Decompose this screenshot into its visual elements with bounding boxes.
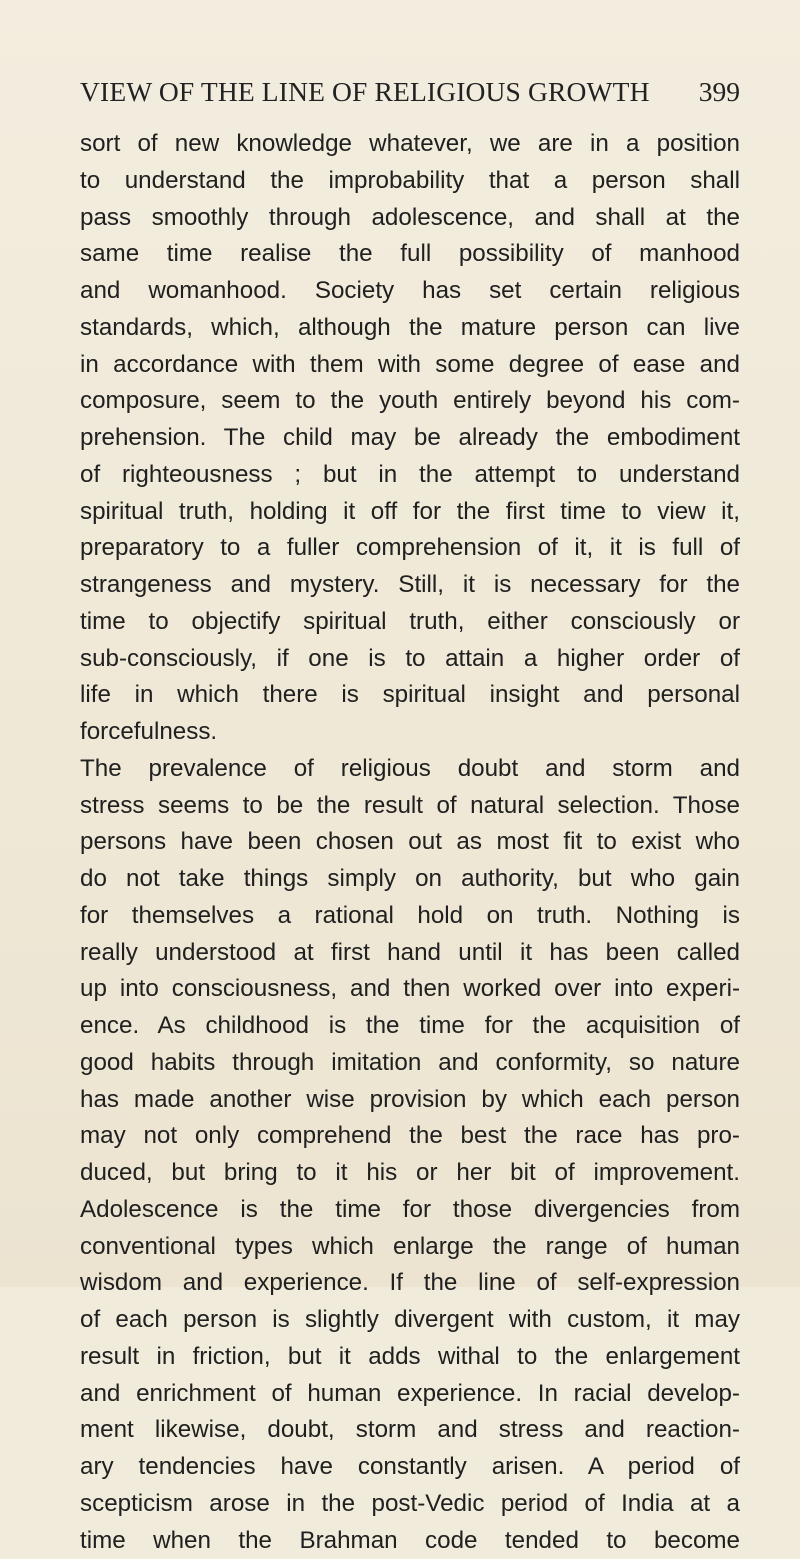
text-line: in accordance with them with some degree of ease and [80,347,740,384]
text-line: ence. As childhood is the time for the acquisition of [80,1008,740,1045]
text-line: do not take things simply on authority, but who gain [80,861,740,898]
paragraph-start-line: The prevalence of religious doubt and storm and [80,751,740,788]
text-line: standards, which, although the mature person can live [80,310,740,347]
text-line: of righteousness ; but in the attempt to understand [80,457,740,494]
text-line: ary tendencies have constantly arisen. A period of [80,1449,740,1486]
text-line: time when the Brahman code tended to become [80,1523,740,1559]
page-header [80,76,740,120]
text-line: to understand the improbability that a person shall [80,163,740,200]
text-line: life in which there is spiritual insight and personal [80,677,740,714]
text-line: stress seems to be the result of natural selection. Those [80,788,740,825]
page-number: 399 [699,76,740,108]
text-line: scepticism arose in the post-Vedic period of India at a [80,1486,740,1523]
text-line: duced, but bring to it his or her bit of improvement. [80,1155,740,1192]
text-line: Adolescence is the time for those divergencies from [80,1192,740,1229]
text-line: strangeness and mystery. Still, it is necessary for the [80,567,740,604]
text-line: and womanhood. Society has set certain religious [80,273,740,310]
text-line: preparatory to a fuller comprehension of it, it is full of [80,530,740,567]
body-text [80,126,740,1559]
text-line: same time realise the full possibility of manhood [80,236,740,273]
text-line: sort of new knowledge whatever, we are in a position [80,126,740,163]
text-line: of each person is slightly divergent with custom, it may [80,1302,740,1339]
text-line: has made another wise provision by which each person [80,1082,740,1119]
text-line: persons have been chosen out as most fit to exist who [80,824,740,861]
text-line: conventional types which enlarge the range of human [80,1229,740,1266]
paragraph-end-line: forcefulness. [80,714,740,751]
text-line: pass smoothly through adolescence, and shall at the [80,200,740,237]
text-line: and enrichment of human experience. In racial develop- [80,1376,740,1413]
text-line: time to objectify spiritual truth, either consciously or [80,604,740,641]
text-line: spiritual truth, holding it off for the first time to view it, [80,494,740,531]
text-line: ment likewise, doubt, storm and stress and reaction- [80,1412,740,1449]
text-line: good habits through imitation and conformity, so nature [80,1045,740,1082]
text-line: for themselves a rational hold on truth. Nothing is [80,898,740,935]
text-line: sub-consciously, if one is to attain a higher order of [80,641,740,678]
text-line: result in friction, but it adds withal to the enlargement [80,1339,740,1376]
running-head: VIEW OF THE LINE OF RELIGIOUS GROWTH [80,76,650,108]
text-line: composure, seem to the youth entirely beyond his com- [80,383,740,420]
text-line: really understood at first hand until it has been called [80,935,740,972]
text-line: up into consciousness, and then worked over into experi- [80,971,740,1008]
text-line: prehension. The child may be already the embodiment [80,420,740,457]
text-line: wisdom and experience. If the line of self-expression [80,1265,740,1302]
text-line: may not only comprehend the best the race has pro- [80,1118,740,1155]
